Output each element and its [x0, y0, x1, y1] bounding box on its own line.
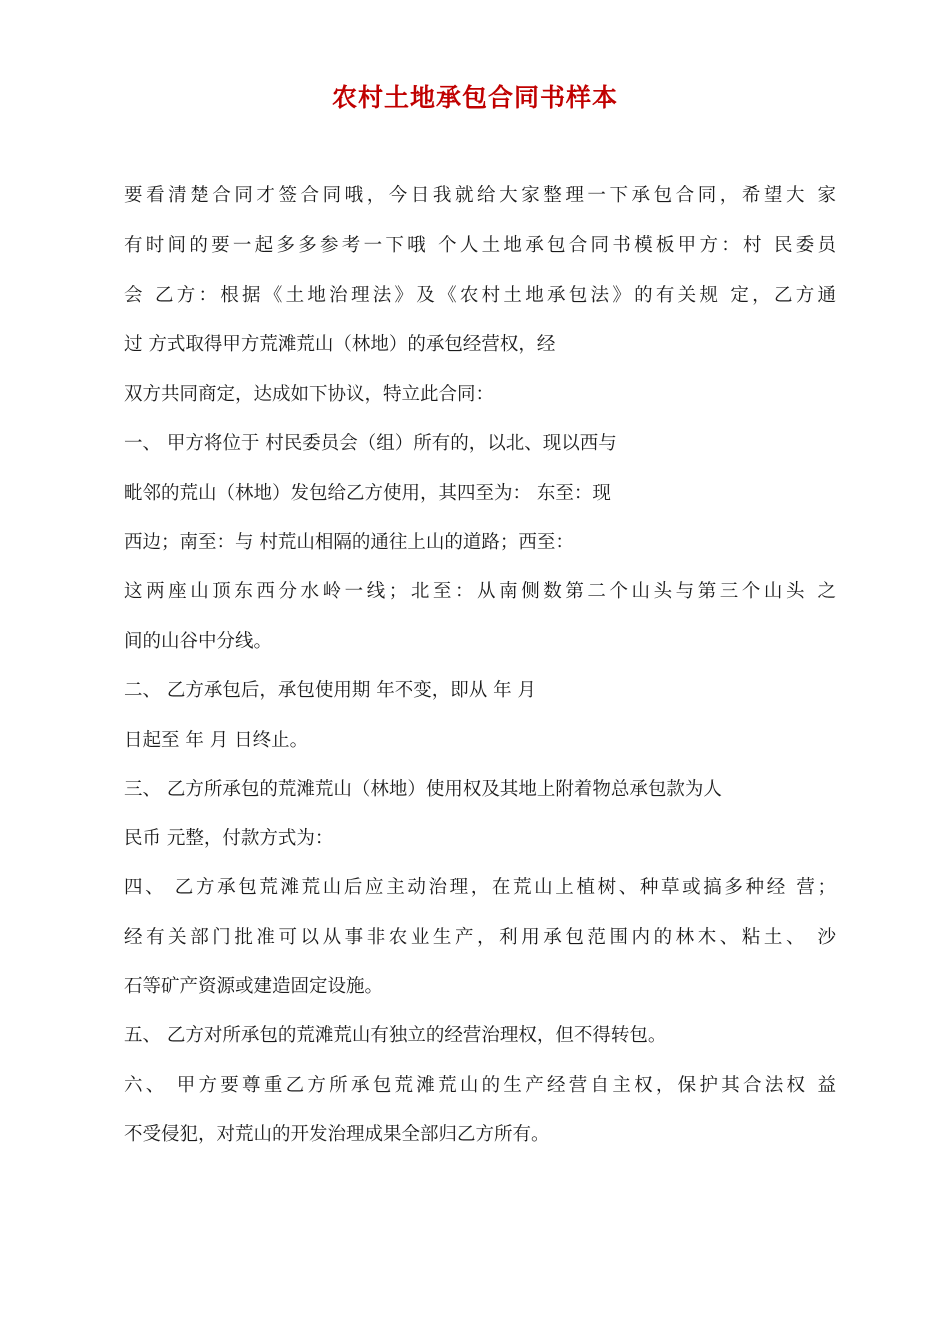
text-line: 四、 乙方承包荒滩荒山后应主动治理，在荒山上植树、种草或搞多种经 营；: [124, 877, 836, 898]
text-line: 过 方式取得甲方荒滩荒山（林地）的承包经营权，经: [124, 334, 556, 355]
document-title: 农村土地承包合同书样本: [331, 83, 618, 112]
text-line: 毗邻的荒山（林地）发包给乙方使用，其四至为： 东至：现: [124, 483, 611, 504]
text-line: 一、 甲方将位于 村民委员会（组）所有的，以北、现以西与: [124, 433, 617, 454]
text-line: 石等矿产资源或建造固定设施。: [124, 976, 384, 997]
text-line: 六、 甲方要尊重乙方所承包荒滩荒山的生产经营自主权，保护其合法权 益: [124, 1075, 836, 1096]
text-line: 间的山谷中分线。: [124, 631, 273, 652]
text-line: 要看清楚合同才签合同哦，今日我就给大家整理一下承包合同，希望大 家: [124, 185, 836, 206]
text-line: 会 乙方：根据《土地治理法》及《农村土地承包法》的有关规 定，乙方通: [124, 285, 836, 306]
text-line: 不受侵犯，对荒山的开发治理成果全部归乙方所有。: [124, 1124, 550, 1145]
text-line: 三、 乙方所承包的荒滩荒山（林地）使用权及其地上附着物总承包款为人: [124, 779, 722, 800]
text-line: 民币 元整，付款方式为：: [124, 828, 334, 849]
text-line: 西边；南至：与 村荒山相隔的通往上山的道路；西至：: [124, 532, 574, 553]
text-line: 五、 乙方对所承包的荒滩荒山有独立的经营治理权，但不得转包。: [124, 1025, 667, 1046]
text-line: 双方共同商定，达成如下协议，特立此合同：: [124, 384, 495, 405]
text-line: 日起至 年 月 日终止。: [124, 730, 309, 751]
text-line: 这两座山顶东西分水岭一线；北至：从南侧数第二个山头与第三个山头 之: [124, 581, 836, 602]
text-line: 二、 乙方承包后，承包使用期 年不变，即从 年 月: [124, 680, 537, 701]
text-line: 经有关部门批准可以从事非农业生产，利用承包范围内的林木、粘土、 沙: [124, 927, 836, 948]
text-line: 有时间的要一起多多参考一下哦 个人土地承包合同书模板甲方：村 民委员: [124, 235, 836, 256]
